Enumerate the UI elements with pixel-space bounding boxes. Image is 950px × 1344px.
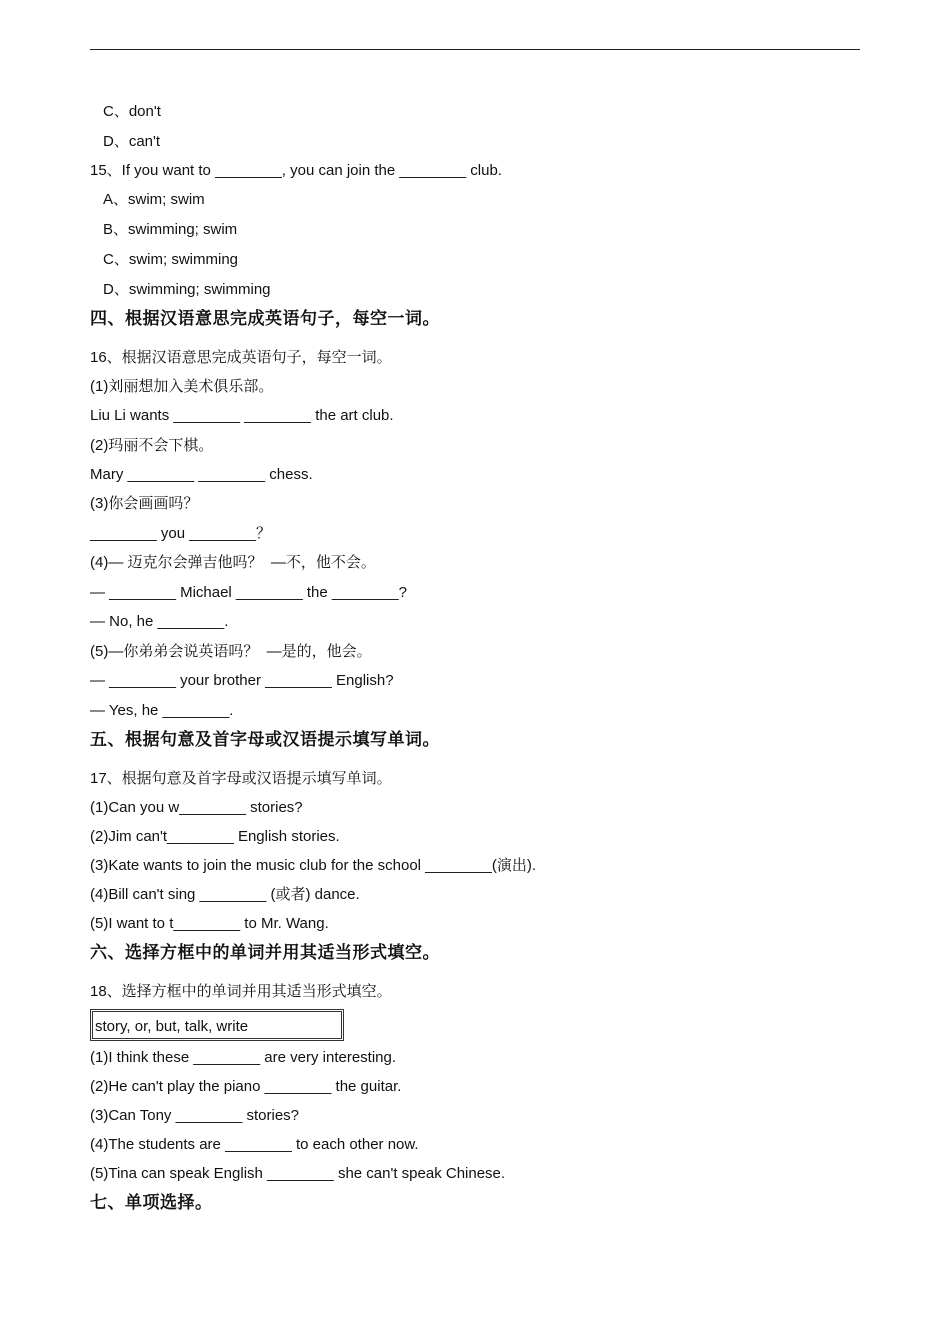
q18-item: (5)Tina can speak English ________ she can't speak Chinese. [90, 1165, 506, 1182]
section6-heading: 六、选择方框中的单词并用其适当形式填空。 [90, 943, 440, 963]
q18-item: (1)I think these ________ are very interesting. [90, 1049, 397, 1066]
q17-item: (3)Kate wants to join the music club for the school ________(演出). [90, 857, 537, 874]
q15-option-c: C、swim; swimming [103, 251, 239, 268]
q16-item: — ________ your brother ________ English? [90, 672, 394, 689]
q14-option-c: C、don't [103, 103, 161, 120]
q16-item: Mary ________ ________ chess. [90, 466, 313, 483]
q17-item: (2)Jim can't________ English stories. [90, 828, 340, 845]
q16-item: (3)你会画画吗？ [90, 495, 199, 512]
q14-option-d: D、can't [103, 133, 161, 150]
q16-item: (4)— 迈克尔会弹吉他吗？ —不，他不会。 [90, 554, 376, 571]
q16-item: (1)刘丽想加入美术俱乐部。 [90, 378, 274, 395]
q18-item: (3)Can Tony ________ stories? [90, 1107, 300, 1124]
q18-stem: 18、选择方框中的单词并用其适当形式填空。 [90, 983, 392, 1000]
q17-item: (5)I want to t________ to Mr. Wang. [90, 915, 329, 932]
q16-item: — Yes, he ________. [90, 702, 234, 719]
word-box-text: story, or, but, talk, write [95, 1018, 249, 1035]
header-rule [90, 49, 860, 50]
q16-item: ________ you ________？ [90, 525, 271, 542]
q17-item: (1)Can you w________ stories? [90, 799, 303, 816]
q15-option-b: B、swimming; swim [103, 221, 238, 238]
q15-option-d: D、swimming; swimming [103, 281, 271, 298]
q15-option-a: A、swim; swim [103, 191, 205, 208]
q16-item: (2)玛丽不会下棋。 [90, 437, 214, 454]
q16-stem: 16、根据汉语意思完成英语句子，每空一词。 [90, 349, 392, 366]
q16-item: (5)—你弟弟会说英语吗？ —是的，他会。 [90, 643, 372, 660]
q16-item: — ________ Michael ________ the ________? [90, 584, 407, 601]
section5-heading: 五、根据句意及首字母或汉语提示填写单词。 [90, 730, 440, 750]
q16-item: — No, he ________. [90, 613, 229, 630]
q16-item: Liu Li wants ________ ________ the art club. [90, 407, 394, 424]
q18-item: (2)He can't play the piano ________ the guitar. [90, 1078, 402, 1095]
q17-stem: 17、根据句意及首字母或汉语提示填写单词。 [90, 770, 392, 787]
section4-heading: 四、根据汉语意思完成英语句子，每空一词。 [90, 309, 440, 329]
q18-item: (4)The students are ________ to each other now. [90, 1136, 419, 1153]
q15-stem: 15、If you want to ________, you can join the ________ club. [90, 162, 502, 179]
word-box [90, 1009, 344, 1041]
q17-item: (4)Bill can't sing ________ (或者) dance. [90, 886, 360, 903]
section7-heading: 七、单项选择。 [90, 1193, 213, 1213]
